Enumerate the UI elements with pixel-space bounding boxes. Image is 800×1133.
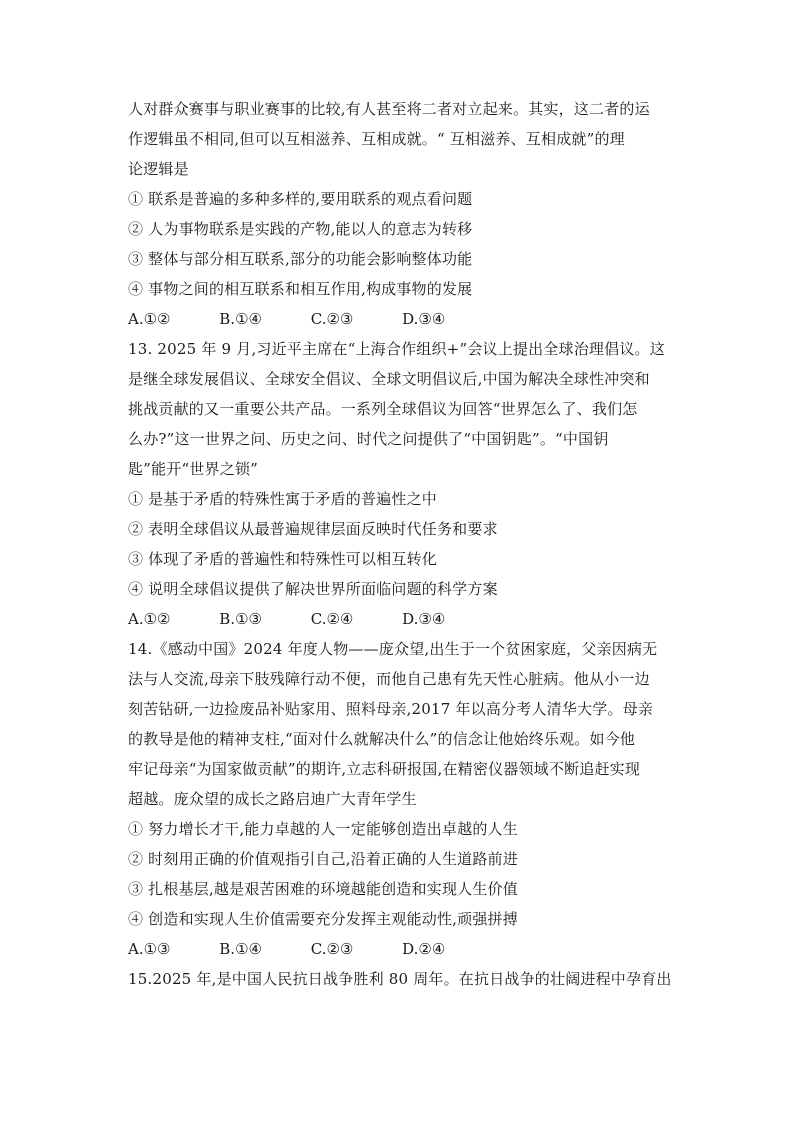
choice-statement: ② 表明全球倡议从最普遍规律层面反映时代任务和要求 [128,520,498,538]
choice-statement: ③ 扎根基层,越是艰苦困难的环境越能创造和实现人生价值 [128,880,518,898]
answer-option-a: A.①② [128,610,171,628]
answer-options [128,934,688,964]
question-stem-line: 刻苦钻研,一边捡废品补贴家用、照料母亲,2017 年以高分考人清华大学。母亲 [128,700,654,718]
choice-statement: ② 人为事物联系是实践的产物,能以人的意志为转移 [128,220,473,238]
choice-statement: ④ 事物之间的相互联系和相互作用,构成事物的发展 [128,280,473,298]
answer-option-b: B.①③ [219,610,262,628]
question-stem-line: 牢记母亲“为国家做贡献”的期许,立志科研报国,在精密仪器领域不断追赶实现 [128,760,641,778]
answer-option-d: D.③④ [402,310,446,328]
question-stem-line: 是继全球发展倡议、全球安全倡议、全球文明倡议后,中国为解决全球性冲突和 [128,370,650,388]
question-stem-line: 15.2025 年,是中国人民抗日战争胜利 80 周年。在抗日战争的壮阔进程中孕育出 [128,970,672,988]
answer-option-a: A.①③ [128,940,171,958]
answer-options [128,604,688,634]
choice-statement: ① 努力增长才干,能力卓越的人一定能够创造出卓越的人生 [128,820,518,838]
question-stem-line: 人对群众赛事与职业赛事的比较,有人甚至将二者对立起来。其实，这二者的运 [128,100,650,118]
choice-statement: ② 时刻用正确的价值观指引自己,沿着正确的人生道路前进 [128,850,518,868]
answer-option-d: D.③④ [402,610,446,628]
question-stem-line: 论逻辑是 [128,160,189,178]
answer-option-a: A.①② [128,310,171,328]
question-stem-line: 的教导是他的精神支柱,“面对什么就解决什么”的信念让他始终乐观。如今他 [128,730,636,748]
question-stem-line: 么办?”这一世界之问、历史之问、时代之问提供了“中国钥匙”。“中国钥 [128,430,609,448]
question-13 [128,334,688,634]
answer-options [128,304,688,334]
question-stem-line: 14.《感动中国》2024 年度人物——庞众望,出生于一个贫困家庭，父亲因病无 [128,640,658,658]
question-stem-line: 作逻辑虽不相同,但可以互相滋养、互相成就。“ 互相滋养、互相成就”的理 [128,130,625,148]
exam-page [128,94,688,994]
choice-statement: ③ 体现了矛盾的普遍性和特殊性可以相互转化 [128,550,437,568]
question-stem-line: 法与人交流,母亲下肢残障行动不便，而他自己患有先天性心脏病。他从小一边 [128,670,650,688]
answer-option-b: B.①④ [219,940,262,958]
question-stem-line: 挑战贡献的又一重要公共产品。一系列全球倡议为回答“世界怎么了、我们怎 [128,400,638,418]
answer-option-c: C.②③ [310,310,354,328]
choice-statement: ④ 创造和实现人生价值需要充分发挥主观能动性,顽强拼搏 [128,910,518,928]
question-14 [128,634,688,964]
choice-statement: ③ 整体与部分相互联系,部分的功能会影响整体功能 [128,250,473,268]
question-stem-line: 超越。庞众望的成长之路启迪广大青年学生 [128,790,417,808]
question-12 [128,94,688,334]
choice-statement: ① 联系是普遍的多种多样的,要用联系的观点看问题 [128,190,473,208]
answer-option-c: C.②④ [310,610,354,628]
choice-statement: ① 是基于矛盾的特殊性寓于矛盾的普遍性之中 [128,490,437,508]
choice-statement: ④ 说明全球倡议提供了解决世界所面临问题的科学方案 [128,580,498,598]
question-stem-line: 13. 2025 年 9 月,习近平主席在“上海合作组织+”会议上提出全球治理倡议。这 [128,340,665,358]
question-stem-line: 匙”能开“世界之锁” [128,460,259,478]
question-15 [128,964,688,994]
answer-option-c: C.②③ [310,940,354,958]
answer-option-b: B.①④ [219,310,262,328]
answer-option-d: D.②④ [402,940,446,958]
